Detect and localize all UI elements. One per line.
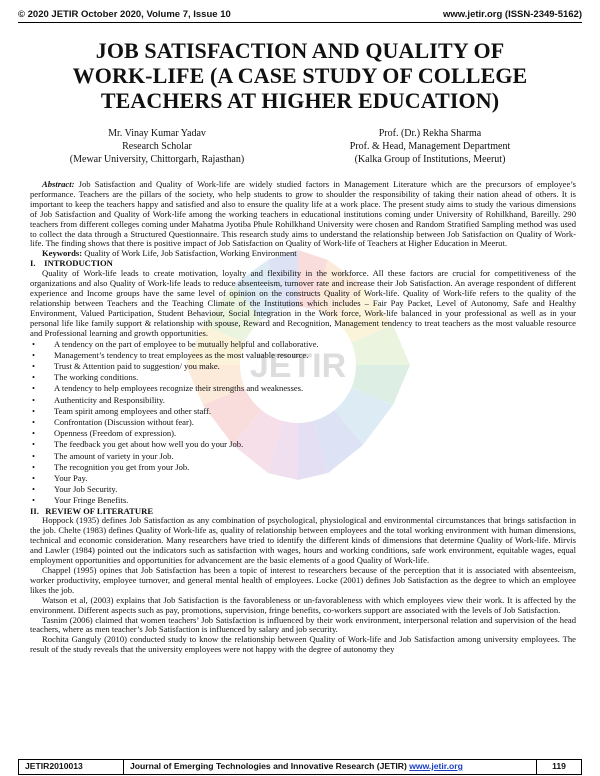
author-affiliation: (Mewar University, Chittorgarh, Rajasthan) [69,154,245,165]
list-item: • The recognition you get from your Job. [54,462,576,473]
paper-title [30,38,570,113]
author-block-2 [305,127,555,166]
section-title: INTRODUCTION [44,258,113,269]
literature-paragraph: Hoppock (1935) defines Job Satisfaction as any combination of psychological, physiological and environmental circumstances that brings satisfaction in the job. Chelte (1983) defines Quality of Work-life as, quality of relationship between employees and the total working environment with human dimensions, technical and economic consideration. Many researchers have tried to identify the different kinds of dimensions that determine Quality of Work-life. Mirvis and Lawler (1984) pointed out the indicators such as satisfaction with wages, hours and working conditions, safe work environment, equitable wages, equal employment opportunities and opportunities for advancement are the basic elements of a good Quality of Work-life. [30,515,576,566]
literature-paragraph: Watson et al, (2003) explains that Job Satisfaction is the favorableness or un-favorableness with which employees view their work. It is affected by the environment. Different aspects such as pay, promotions, supervision, fringe benefits, co-workers support are associated with the levels of Job Satisfaction. [30,594,576,615]
abstract [30,180,576,249]
title-line: JOB SATISFACTION AND QUALITY OF [95,38,505,63]
header-divider [18,22,582,23]
list-item: • Authenticity and Responsibility. [54,395,576,406]
list-item: • The feedback you get about how well you do your Job. [54,439,576,450]
list-item: • Trust & Attention paid to suggestion/ you make. [54,361,576,372]
footer-paper-id: JETIR2010013 [25,761,83,771]
author-block-1 [32,127,282,166]
literature-paragraph: Chappel (1995) opines that Job Satisfaction has been a topic of interest to researchers because of the perception that it is associated with absenteeism, worker productivity, employee turnover, and general mental health of employees. Locke (2001) defines Job Satisfaction as the degree to which an employee likes the job. [30,564,576,595]
page-footer [18,759,582,775]
keywords-label: Keywords: [42,248,83,259]
footer-journal [123,760,463,774]
list-item: • Your Pay. [54,473,576,484]
watermark-text: JETIR [249,347,347,385]
intro-paragraph: Quality of Work-life leads to create motivation, loyalty and flexibility in the workforce. All these factors are crucial for competitiveness of the organizations and also Quality of Work-life leads to reduce absenteeism, turnover rate and increase their Job Satisfaction. An average respondent of different experience and Income groups have the same level of opinion on the constructs Quality of Work-life. Quality of Work-life refers to the quality of the relationship between Teachers and the Teaching Climate of the Institutions which includes – Fair Pay Packet, Level of Autonomy, Safe and Healthy Environment, Valued Participation, Student Behaviour, Social Integration in the Work force, Work-life balanced in your professional as well as in your personal life like family support & relationship with spouse, Reward and Recognition, Management tendency to treat teachers as the most valuable resource and Professional learning and growth opportunities. [30,268,576,338]
list-item: • Team spirit among employees and other staff. [54,406,576,417]
author-affiliation: (Kalka Group of Institutions, Meerut) [354,154,506,165]
section-title: REVIEW OF LITERATURE [45,505,154,516]
author-name: Mr. Vinay Kumar Yadav [108,128,206,139]
author-role: Research Scholar [122,141,192,152]
list-item: • Your Job Security. [54,484,576,495]
abstract-label: Abstract: [42,179,75,189]
header-issn: www.jetir.org (ISSN-2349-5162) [442,9,582,20]
section-number: I. [30,258,36,269]
header-citation: © 2020 JETIR October 2020, Volume 7, Issue 10 [18,9,231,20]
list-item: • A tendency to help employees recognize their strengths and weaknesses. [54,383,576,394]
keywords-text: Quality of Work Life, Job Satisfaction, Working Environment [82,248,297,259]
title-line: WORK-LIFE (A CASE STUDY OF COLLEGE [72,63,528,88]
literature-paragraph: Tasnim (2006) claimed that women teachers’ Job Satisfaction is influenced by their work environment, interpersonal relation and supervision of the head teachers, where as men teacher’s Job Satisfaction is influenced by salary and job security. [30,614,576,635]
section-number: II. [30,505,39,516]
list-item: • Confrontation (Discussion without fear). [54,417,576,428]
footer-journal-name: Journal of Emerging Technologies and Innovative Research (JETIR) [130,761,410,771]
page-header [18,9,582,21]
literature-paragraph: Rochita Ganguly (2010) conducted study to know the relationship between Quality of Work-life and Job Satisfaction among university employees. The result of the study reveals that the university employees were not happy with the degree of autonomy they [30,634,576,655]
list-item: • Management’s tendency to treat employees as the most valuable resource. [54,350,576,361]
footer-journal-link[interactable]: www.jetir.org [409,761,463,771]
list-item: • Openness (Freedom of expression). [54,428,576,439]
factor-list [30,339,576,507]
list-item: • The working conditions. [54,372,576,383]
paper-body [30,180,576,655]
author-name: Prof. (Dr.) Rekha Sharma [378,128,482,139]
footer-page-number: 119 [536,760,581,774]
title-line: TEACHERS AT HIGHER EDUCATION) [100,88,500,113]
abstract-text: Job Satisfaction and Quality of Work-life are widely studied factors in Management Literature which are the precursors of employee’s performance. Teachers are the pillars of the society, who help students to grow to shoulder the responsibility of taking their nation ahead of others. It is important to keep the teachers happy and satisfied and also to ensure the quality life at a work place. The present study aims to study the various dimensions of Job Satisfaction and Quality of Work-life among the working teachers in educational institutions coming under University of Rohilkhand, Bareilly. 290 teachers from different colleges coming under Mahatma Jyotiba Phule Rohilkhand University were chosen and Random Stratified Sampling method was used to collect the data through a Structured Questionnaire. This research study aims to understand the relationship between Job Satisfaction on Quality of Work-life. The finding shows that there is positive impact of Job Satisfaction on Quality of Work-life of Teachers at Higher Education in Meerut. [30,179,576,249]
list-item: • Your Fringe Benefits. [54,495,576,506]
author-role: Prof. & Head, Management Department [349,141,511,152]
list-item: • The amount of variety in your Job. [54,451,576,462]
list-item: • A tendency on the part of employee to be mutually helpful and collaborative. [54,339,576,350]
